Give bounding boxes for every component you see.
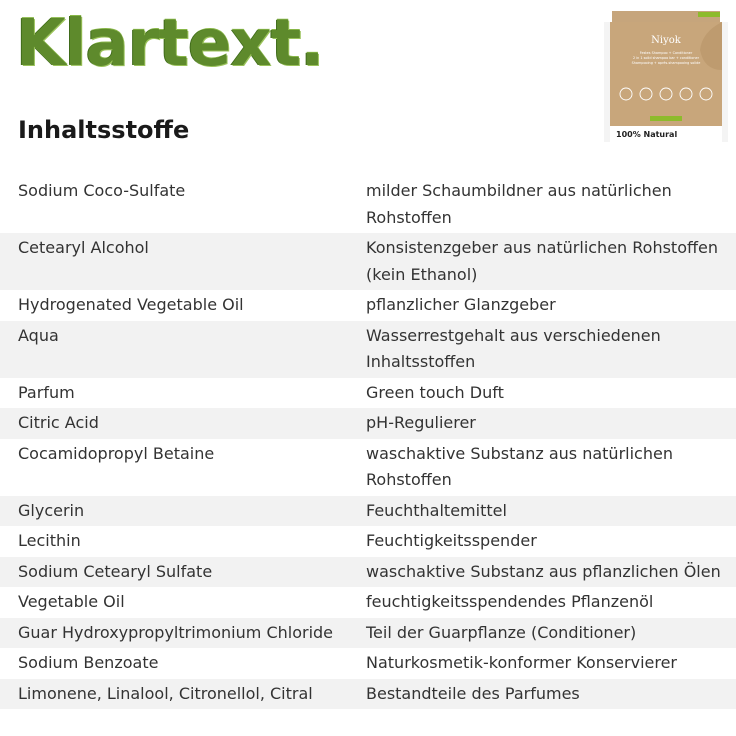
ingredient-description: Teil der Guarpflanze (Conditioner): [366, 618, 736, 649]
table-row: [0, 679, 736, 710]
ingredient-description: pflanzlicher Glanzgeber: [366, 295, 556, 314]
table-row: [0, 526, 736, 557]
ingredient-name: Aqua: [0, 321, 366, 378]
ingredient-description: Konsistenzgeber aus natürlichen Rohstoffen (kein Ethanol): [366, 233, 736, 290]
table-row: [0, 587, 736, 618]
product-line-3: Shampooing + après-shampooing solide: [631, 61, 701, 65]
ingredient-name: Cocamidopropyl Betaine: [18, 443, 215, 463]
table-row: [0, 176, 736, 233]
table-row: [0, 618, 736, 649]
ingredient-name: Sodium Coco-Sulfate: [18, 181, 186, 200]
ingredient-name: Lecithin: [18, 531, 81, 550]
table-row: [0, 233, 736, 290]
brand-wordmark: Klartext.: [16, 7, 324, 81]
ingredient-description: milder Schaumbildner aus natürlichen Rohstoffen: [366, 181, 672, 227]
table-row: [0, 408, 736, 439]
ingredient-description: Feuchthaltemittel: [366, 496, 736, 527]
table-row: [0, 648, 736, 679]
product-brand: Niyok: [651, 35, 681, 46]
table-row: [0, 496, 736, 527]
ingredient-description: feuchtigkeitsspendendes Pflanzenöl: [366, 592, 654, 611]
ingredient-name: Sodium Benzoate: [18, 653, 159, 672]
table-row: [0, 557, 736, 588]
ingredient-name: Cetearyl Alcohol: [0, 233, 366, 290]
ingredient-name: Limonene, Linalool, Citronellol, Citral: [0, 679, 366, 710]
ingredient-description: Bestandteile des Parfumes: [366, 679, 736, 710]
table-row: [0, 378, 736, 409]
ingredient-description: Naturkosmetik-konformer Konservierer: [366, 653, 677, 672]
ingredient-description: waschaktive Substanz aus natürlichen Rohstoffen: [366, 443, 673, 489]
ingredients-table: [0, 176, 736, 709]
table-row: [0, 321, 736, 378]
ingredient-description: pH-Regulierer: [366, 408, 736, 439]
section-title: Inhaltsstoffe: [18, 116, 190, 144]
product-line-1: Festes Shampoo + Conditioner: [639, 51, 693, 55]
ingredient-name: Vegetable Oil: [18, 592, 125, 611]
ingredient-description: Green touch Duft: [366, 382, 504, 402]
ingredient-description: waschaktive Substanz aus pflanzlichen Ölen: [366, 557, 736, 588]
table-row: [0, 439, 736, 496]
ingredient-name: Glycerin: [0, 496, 366, 527]
ingredient-description: Feuchtigkeitsspender: [366, 531, 537, 550]
ingredient-name: Sodium Cetearyl Sulfate: [0, 557, 366, 588]
product-line-2: 2 in 1 solid shampoo bar + conditioner: [632, 56, 700, 60]
ingredient-name: Hydrogenated Vegetable Oil: [18, 295, 244, 314]
ingredient-name: Citric Acid: [0, 408, 366, 439]
ingredient-name: Parfum: [18, 382, 75, 402]
ingredient-description: Wasserrestgehalt aus verschiedenen Inhaltsstoffen: [366, 321, 736, 378]
product-badge: 100% Natural: [616, 130, 678, 139]
ingredient-name: Guar Hydroxypropyltrimonium Chloride: [0, 618, 366, 649]
table-row: [0, 290, 736, 321]
product-box-image: [604, 10, 728, 142]
